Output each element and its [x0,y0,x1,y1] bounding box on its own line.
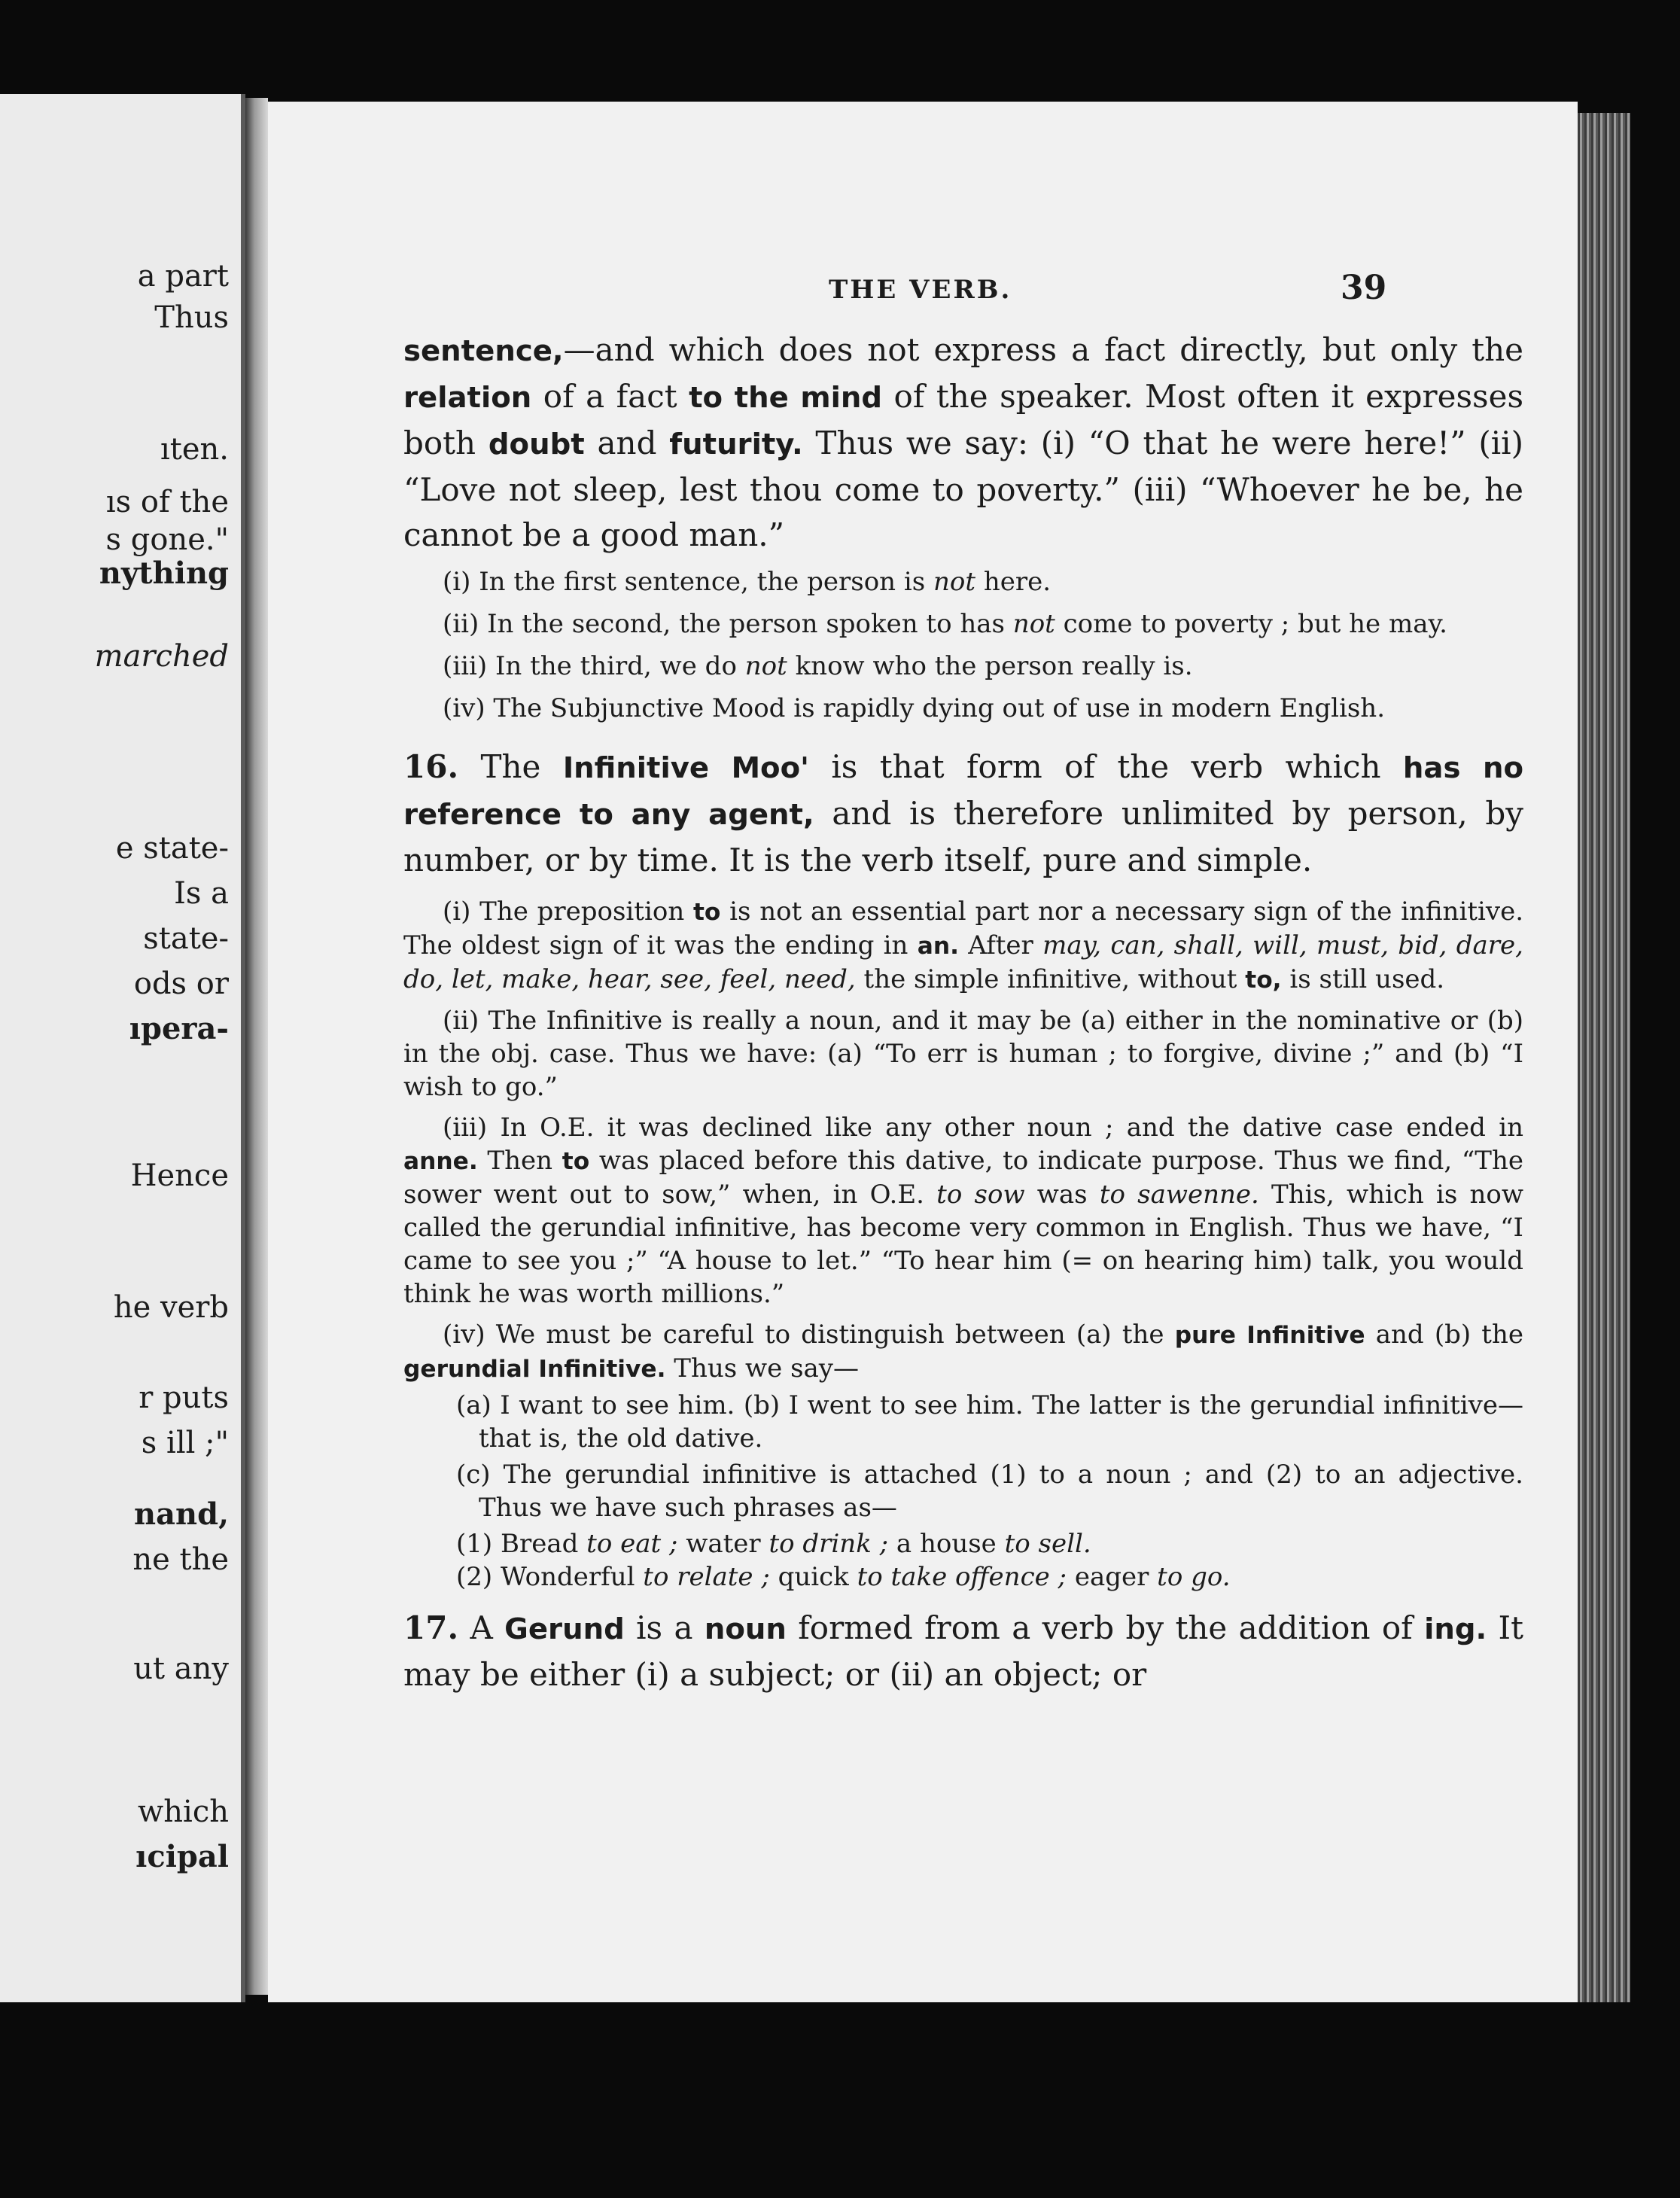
page-edges [1578,113,1630,2002]
text-run: Thus we say— [665,1353,859,1384]
left-page-fragment: marched [94,639,229,674]
bold-term: sentence, [403,334,564,368]
text-run: and [584,425,670,461]
text-run: It may be either (i) a subject; or (ii) an object; or [403,1609,1523,1693]
bold-term: to [692,899,721,926]
bold-term: ing. [1424,1612,1487,1646]
left-page-fragment: ıpera- [129,1011,229,1046]
text-run: the simple infinitive, without [855,964,1246,994]
page-text [403,327,1523,1697]
note-item: (ii) The Infinitive is really a noun, and it may be (a) either in the nominative or (b) in the obj. case. Thus we have: (a) “To err is human ; to forgive, divine ;” and (b) “I wish to go.” [403,1006,1523,1102]
left-page-fragment: state- [143,921,229,956]
example-item: (c) The gerundial infinitive is attached (1) to a noun ; and (2) to an adjective. Thus we have such phrases as— [456,1460,1523,1523]
text-run: (iii) In O.E. it was declined like any other noun ; and the dative case ended in [443,1113,1523,1143]
left-page-fragment: nand, [134,1496,229,1532]
running-head-title: THE VERB. [829,275,1012,305]
text-run: and is therefore unlimited by person, by number, or by time. It is the verb itself, pure and simple. [403,795,1523,878]
running-head [268,269,1578,320]
italic-run: not [933,567,976,597]
text-run: of the speaker. Most often it expresses both [403,378,1524,461]
text-run: is still used. [1281,964,1445,994]
book-gutter [245,98,268,1995]
example-item: (a) I want to see him. (b) I went to see him. The latter is the gerundial infinitive—that is, the old dative. [456,1390,1523,1454]
section-17 [403,1606,1523,1697]
bold-term: relation [403,381,532,415]
left-page-fragment: which [138,1795,229,1829]
paragraph-subjunctive [403,327,1523,558]
bold-term: has no reference to any agent, [403,751,1524,832]
text-run: This, which is now called the gerundial infinitive, has become very common in English. Thus we have, “I came to see you ;” “A house to let.” “To hear him (= on hearing him) talk, you would think he was worth millions.” [403,1180,1524,1309]
bold-term: an. [917,933,959,960]
text-run: know who the person really is. [787,651,1193,681]
note-item [403,1318,1523,1386]
section-number: 16. [403,748,459,785]
section-number: 17. [403,1609,459,1646]
left-page-fragment: r puts [138,1381,229,1415]
text-run: come to poverty ; but he may. [1055,609,1447,639]
note-item [403,692,1523,725]
left-page-fragment: Is a [174,876,229,911]
text-run: (iv) The Subjunctive Mood is rapidly dying out of use in modern English. [443,693,1386,723]
left-page-fragment: nything [99,556,229,591]
text-run: is that form of the verb which [808,748,1403,785]
left-page-fragment: ıs of the [105,485,229,519]
left-page-fragment: Hence [130,1158,229,1193]
note-item [403,895,1523,997]
text-run: (1) Bread [456,1529,587,1559]
phrase-list-item [403,1560,1523,1594]
note-item [403,1111,1523,1311]
text-run: formed from a verb by the addition of [786,1609,1425,1646]
left-page-fragment: s ill ;" [141,1426,229,1460]
bold-term: pure Infinitive [1174,1322,1365,1349]
text-run: was [1024,1180,1100,1210]
italic-run: not [1012,609,1055,639]
bold-term: noun [704,1612,787,1646]
text-run: a house [888,1529,1005,1559]
text-run: After [958,930,1043,960]
bold-term: anne. [403,1148,478,1175]
section-16 [403,744,1523,883]
left-page-fragment: e state- [115,831,229,866]
bold-term: futurity. [669,428,803,461]
left-page-fragment: s gone." [105,522,229,557]
left-page-fragment: ıten. [160,432,229,467]
text-run: (ii) In the second, the person spoken to has [443,609,1013,639]
text-run: The [458,748,563,785]
left-page-fragment: ods or [133,967,229,1001]
text-run: is a [624,1609,705,1646]
left-page-fragment: Thus [154,300,229,335]
italic-run: to sawenne. [1099,1180,1259,1210]
text-run: is not an essential part nor a necessary sign of the infinitive. The oldest sign of it was the ending in [403,897,1524,960]
text-run: —and which does not express a fact directly, but only the [563,331,1523,368]
text-run: was placed before this dative, to indicate purpose. Thus we find, “The sower went out to sow,” when, in O.E. [403,1146,1523,1210]
bold-term: Infinitive Moo' [562,751,809,785]
text-run: (iv) We must be careful to distinguish between (a) the [443,1320,1175,1350]
italic-run: to go. [1157,1562,1231,1592]
bold-term: doubt [488,428,585,461]
note-item [403,565,1523,598]
left-page-fragment: ıcipal [135,1839,229,1874]
text-run: Thus we say: (i) “O that he were here!” (ii) “Love not sleep, lest thou come to poverty.” (iii) “Whoever he be, he cannot be a good man.” [403,425,1524,553]
bold-term: to the mind [689,381,883,415]
text-run: and (b) the [1365,1320,1523,1350]
bold-term: gerundial Infinitive. [403,1356,666,1383]
italic-run: to sow [936,1180,1025,1210]
text-run: (i) In the first sentence, the person is [443,567,933,597]
note-item [403,607,1523,641]
page-number: 39 [1341,269,1387,307]
text-run: quick [769,1562,857,1592]
italic-run: to eat ; [586,1529,678,1559]
left-page-fragment: he verb [113,1290,229,1325]
italic-run: may, can, shall, will, must, bid, dare, do, let, make, hear, see, feel, need, [403,930,1523,994]
bold-term: Gerund [504,1612,625,1646]
bold-term: to [562,1148,590,1175]
text-run: (iii) In the third, we do [443,651,745,681]
italic-run: not [744,651,787,681]
italic-run: to drink ; [768,1529,889,1559]
left-page-fragment: a part [137,259,229,294]
text-run: here. [975,567,1052,597]
phrase-list-item [403,1527,1523,1560]
text-run: water [677,1529,769,1559]
note-item [403,650,1523,683]
left-page [0,94,245,2002]
text-run: eager [1067,1562,1158,1592]
bold-term: to, [1245,967,1282,994]
text-run: (i) The preposition [443,897,693,927]
italic-run: to sell. [1004,1529,1091,1559]
left-page-fragment: ne the [132,1542,229,1577]
text-run: (2) Wonderful [456,1562,644,1592]
italic-run: to take offence ; [857,1562,1067,1592]
left-page-fragment: ut any [133,1652,229,1686]
right-page [268,102,1578,2002]
text-run: A [458,1609,505,1646]
text-run: Then [477,1146,562,1176]
text-run: of a fact [531,378,689,415]
italic-run: to relate ; [643,1562,770,1592]
